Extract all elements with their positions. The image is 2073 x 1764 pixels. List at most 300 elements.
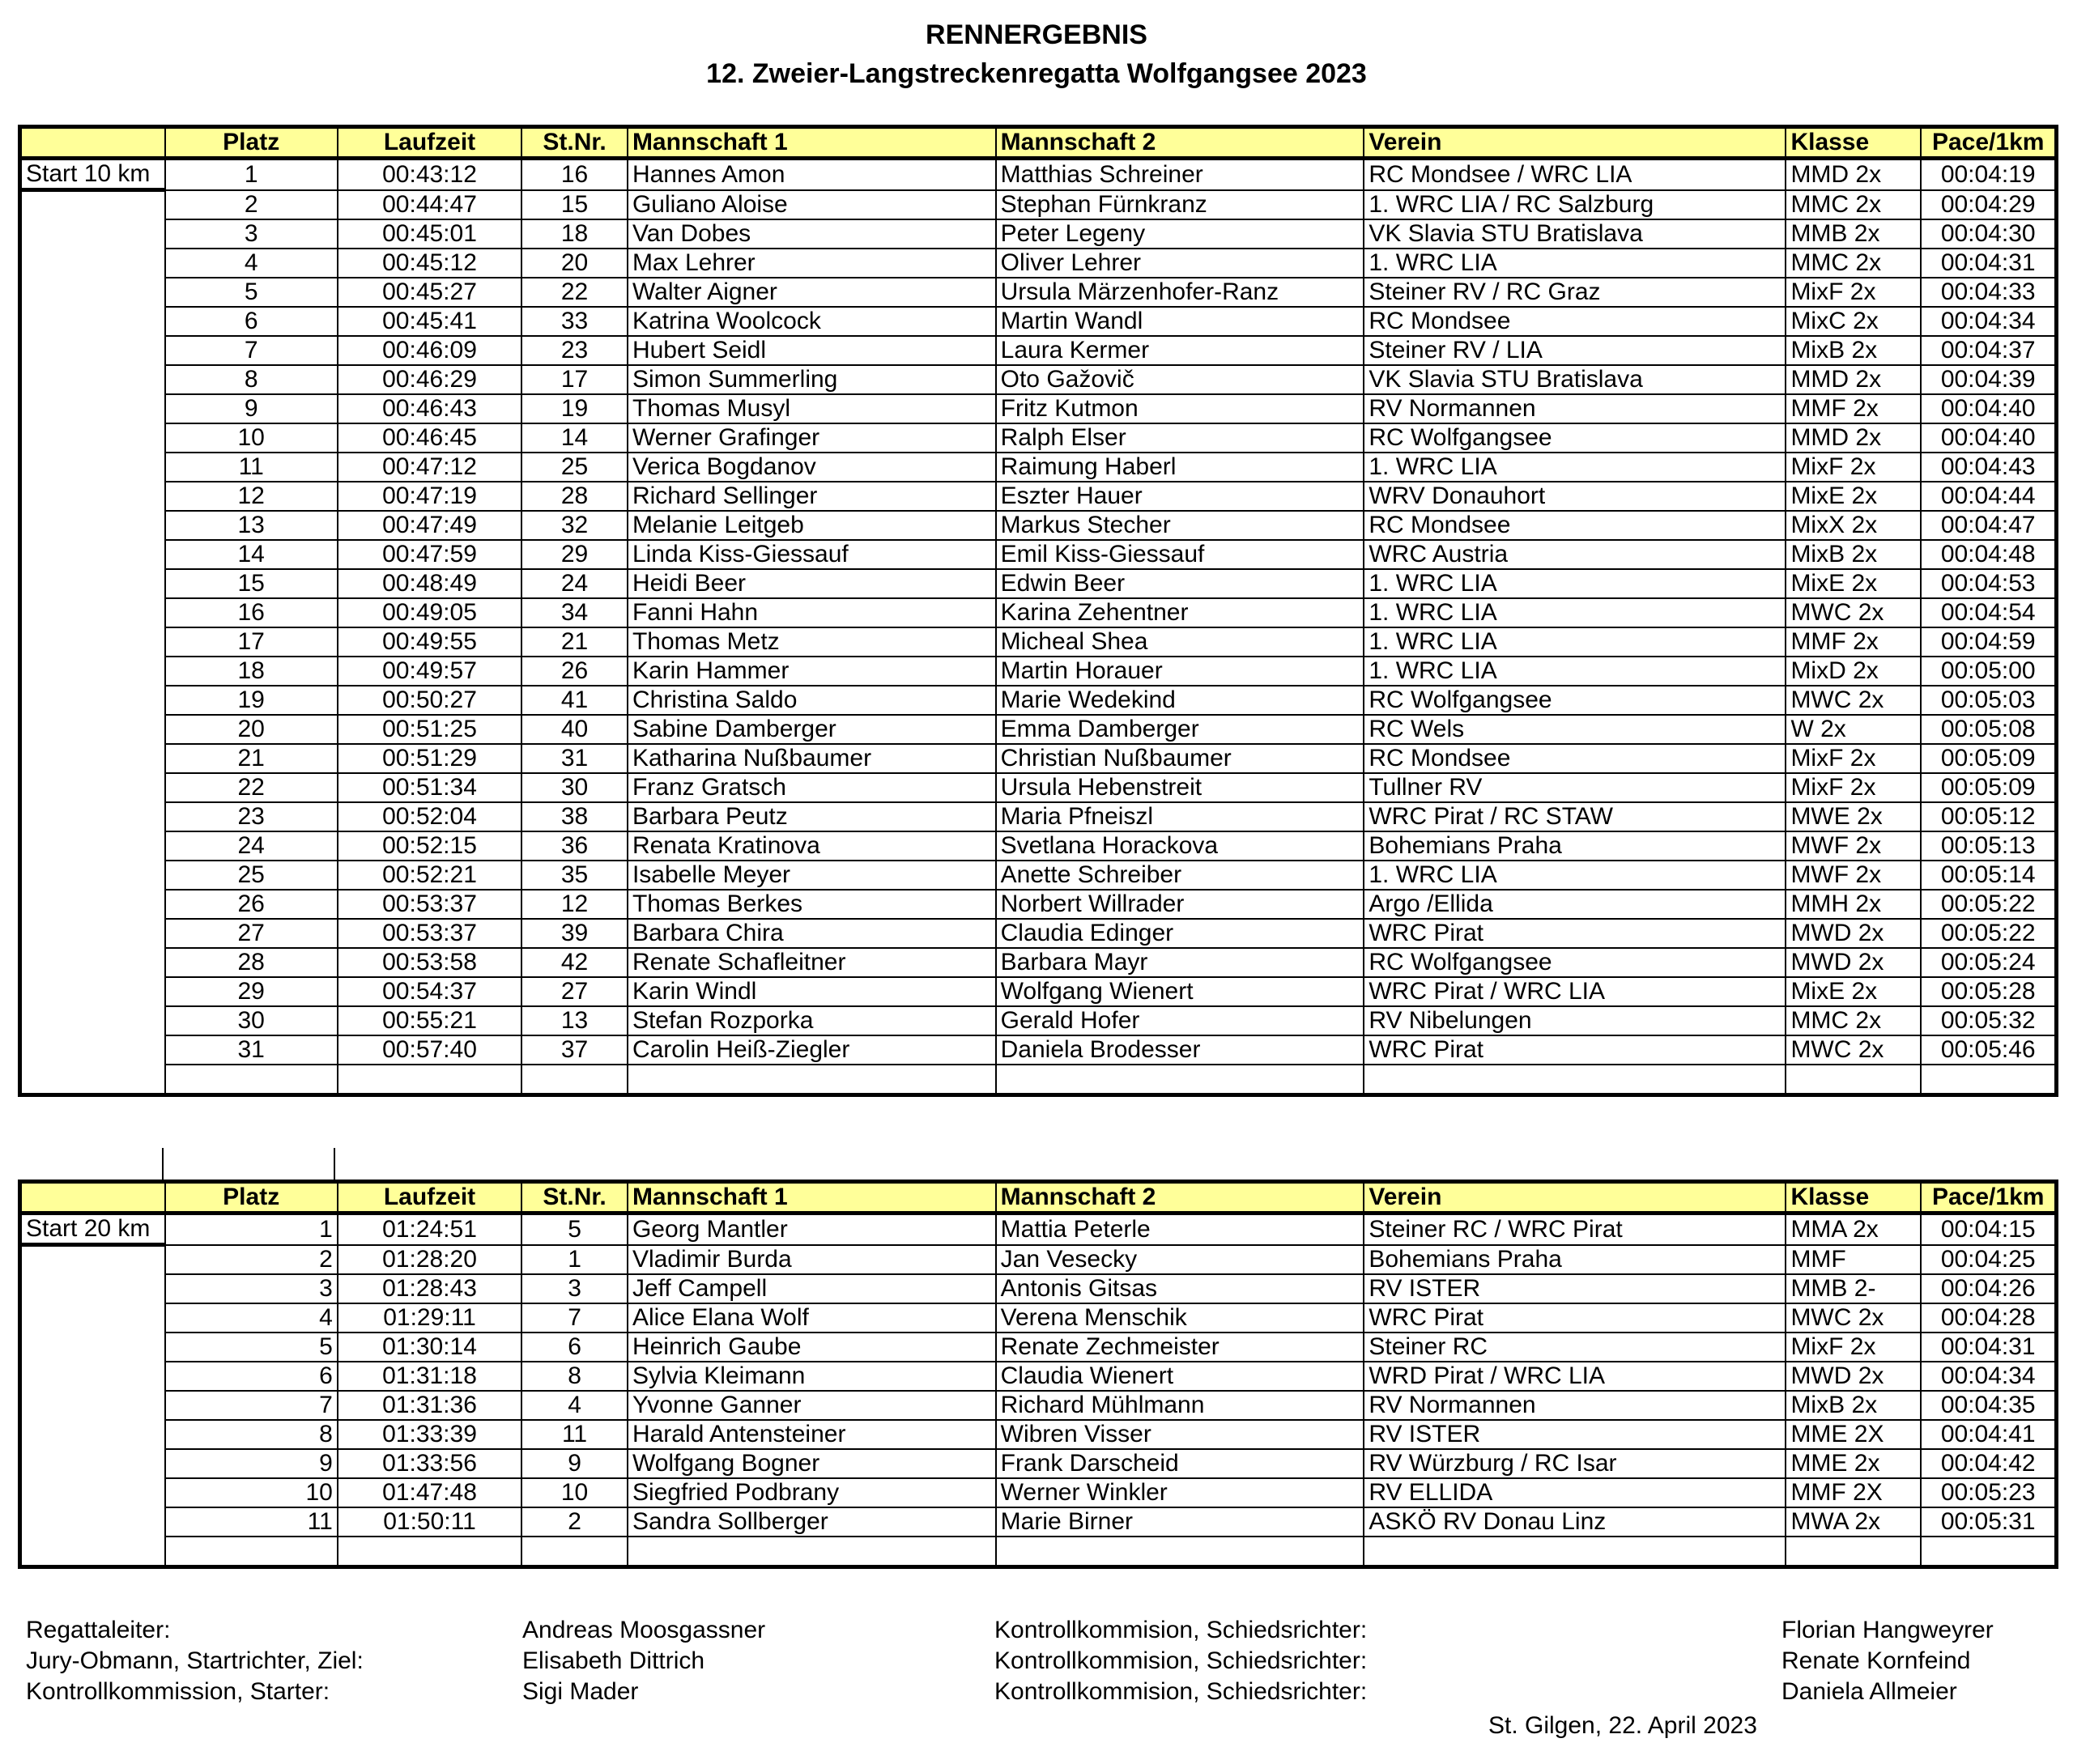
cell-crew-1: Richard Sellinger	[628, 482, 996, 511]
cell-start-number: 31	[521, 744, 628, 773]
column-header-crew-2: Mannschaft 2	[996, 127, 1364, 159]
cell-finish-time: 01:33:56	[338, 1449, 521, 1478]
table-row	[20, 569, 2057, 598]
cell-boat-class: MMF 2X	[1786, 1478, 1921, 1507]
official-name: Elisabeth Dittrich	[522, 1647, 705, 1674]
cell-boat-class: MWF 2x	[1786, 861, 1921, 890]
cell-boat-class: MWC 2x	[1786, 686, 1921, 715]
cell-place: 24	[165, 831, 338, 861]
cell-place: 11	[165, 1507, 338, 1537]
cell-pace: 00:04:31	[1921, 249, 2056, 278]
cell-crew-1: Guliano Aloise	[628, 190, 996, 220]
cell-boat-class: MMF 2x	[1786, 394, 1921, 423]
cell-finish-time: 00:52:15	[338, 831, 521, 861]
cell-club: Argo /Ellida	[1364, 890, 1786, 919]
cell-crew-1: Walter Aigner	[628, 278, 996, 307]
cell-crew-1: Franz Gratsch	[628, 773, 996, 802]
cell-start-number: 40	[521, 715, 628, 744]
cell-boat-class: MixE 2x	[1786, 977, 1921, 1006]
cell-place: 7	[165, 336, 338, 365]
table-row	[20, 219, 2057, 249]
column-header-crew-1: Mannschaft 1	[628, 127, 996, 159]
empty-cell	[996, 1065, 1364, 1095]
official-name: Andreas Moosgassner	[522, 1617, 766, 1643]
cell-start-number: 20	[521, 249, 628, 278]
start-column-empty	[20, 1391, 165, 1420]
cell-start-number: 28	[521, 482, 628, 511]
cell-place: 30	[165, 1006, 338, 1035]
cell-club: RV Normannen	[1364, 1391, 1786, 1420]
table-row	[20, 249, 2057, 278]
cell-club: WRC Pirat / WRC LIA	[1364, 977, 1786, 1006]
cell-finish-time: 00:45:27	[338, 278, 521, 307]
table-row	[20, 977, 2057, 1006]
table-row	[20, 890, 2057, 919]
cell-finish-time: 00:54:37	[338, 977, 521, 1006]
cell-crew-1: Vladimir Burda	[628, 1245, 996, 1275]
cell-finish-time: 01:30:14	[338, 1333, 521, 1362]
cell-crew-1: Stefan Rozporka	[628, 1006, 996, 1035]
column-header-crew-1: Mannschaft 1	[628, 1182, 996, 1214]
column-header-pace: Pace/1km	[1921, 1182, 2056, 1214]
empty-cell	[338, 1537, 521, 1567]
cell-boat-class: MixB 2x	[1786, 336, 1921, 365]
cell-pace: 00:05:24	[1921, 948, 2056, 977]
official-role: Kontrollkommision, Schiedsrichter:	[994, 1617, 1368, 1643]
cell-pace: 00:05:09	[1921, 773, 2056, 802]
cell-boat-class: MWD 2x	[1786, 948, 1921, 977]
cell-boat-class: MixF 2x	[1786, 773, 1921, 802]
cell-finish-time: 00:44:47	[338, 190, 521, 220]
start-column-empty	[20, 249, 165, 278]
cell-club: 1. WRC LIA	[1364, 627, 1786, 657]
cell-place: 6	[165, 307, 338, 336]
start-column-empty	[20, 977, 165, 1006]
cell-start-number: 35	[521, 861, 628, 890]
cell-crew-2: Martin Wandl	[996, 307, 1364, 336]
empty-row	[20, 1065, 2057, 1095]
table-gap	[162, 1148, 335, 1180]
start-label: Start 10 km	[20, 159, 165, 190]
cell-crew-2: Barbara Mayr	[996, 948, 1364, 977]
cell-start-number: 38	[521, 802, 628, 831]
cell-place: 20	[165, 715, 338, 744]
cell-pace: 00:04:15	[1921, 1214, 2056, 1245]
cell-crew-1: Fanni Hahn	[628, 598, 996, 627]
cell-finish-time: 00:49:55	[338, 627, 521, 657]
cell-crew-2: Micheal Shea	[996, 627, 1364, 657]
empty-cell	[1786, 1065, 1921, 1095]
cell-boat-class: MixF 2x	[1786, 1333, 1921, 1362]
cell-boat-class: MMD 2x	[1786, 423, 1921, 453]
cell-boat-class: MMC 2x	[1786, 249, 1921, 278]
cell-place: 17	[165, 627, 338, 657]
table-row	[20, 773, 2057, 802]
cell-pace: 00:04:59	[1921, 627, 2056, 657]
cell-finish-time: 00:53:37	[338, 890, 521, 919]
cell-boat-class: MixB 2x	[1786, 1391, 1921, 1420]
cell-finish-time: 01:33:39	[338, 1420, 521, 1449]
start-column-empty	[20, 686, 165, 715]
cell-crew-2: Richard Mühlmann	[996, 1391, 1364, 1420]
cell-crew-2: Marie Birner	[996, 1507, 1364, 1537]
cell-pace: 00:04:53	[1921, 569, 2056, 598]
cell-crew-2: Wibren Visser	[996, 1420, 1364, 1449]
cell-crew-2: Antonis Gitsas	[996, 1274, 1364, 1303]
table-row	[20, 540, 2057, 569]
cell-pace: 00:04:34	[1921, 1362, 2056, 1391]
cell-start-number: 21	[521, 627, 628, 657]
cell-start-number: 33	[521, 307, 628, 336]
cell-finish-time: 00:49:57	[338, 657, 521, 686]
start-column-empty	[20, 948, 165, 977]
empty-cell	[521, 1065, 628, 1095]
column-header-start-number: St.Nr.	[521, 127, 628, 159]
table-row	[20, 278, 2057, 307]
start-column-empty	[20, 453, 165, 482]
cell-place: 9	[165, 394, 338, 423]
cell-start-number: 14	[521, 423, 628, 453]
header-empty	[20, 127, 165, 159]
column-header-crew-2: Mannschaft 2	[996, 1182, 1364, 1214]
cell-finish-time: 01:29:11	[338, 1303, 521, 1333]
officials-right-roles	[994, 1615, 1367, 1707]
table-row	[20, 598, 2057, 627]
cell-finish-time: 01:28:43	[338, 1274, 521, 1303]
column-header-club: Verein	[1364, 1182, 1786, 1214]
cell-crew-1: Jeff Campell	[628, 1274, 996, 1303]
cell-finish-time: 00:53:58	[338, 948, 521, 977]
cell-start-number: 17	[521, 365, 628, 394]
cell-place: 27	[165, 919, 338, 948]
cell-club: RC Wels	[1364, 715, 1786, 744]
cell-pace: 00:05:22	[1921, 890, 2056, 919]
cell-finish-time: 00:48:49	[338, 569, 521, 598]
cell-pace: 00:04:42	[1921, 1449, 2056, 1478]
cell-pace: 00:05:32	[1921, 1006, 2056, 1035]
cell-finish-time: 00:43:12	[338, 159, 521, 190]
start-column-empty	[20, 423, 165, 453]
table-row	[20, 715, 2057, 744]
empty-row	[20, 1537, 2057, 1567]
cell-crew-1: Renate Schafleitner	[628, 948, 996, 977]
empty-cell	[1364, 1537, 1786, 1567]
cell-pace: 00:05:03	[1921, 686, 2056, 715]
cell-boat-class: MixF 2x	[1786, 278, 1921, 307]
table-row	[20, 1006, 2057, 1035]
cell-finish-time: 00:45:12	[338, 249, 521, 278]
cell-club: VK Slavia STU Bratislava	[1364, 219, 1786, 249]
cell-crew-2: Ralph Elser	[996, 423, 1364, 453]
cell-start-number: 30	[521, 773, 628, 802]
cell-place: 12	[165, 482, 338, 511]
cell-place: 11	[165, 453, 338, 482]
cell-place: 4	[165, 249, 338, 278]
cell-crew-1: Linda Kiss-Giessauf	[628, 540, 996, 569]
cell-club: 1. WRC LIA	[1364, 249, 1786, 278]
cell-pace: 00:04:40	[1921, 423, 2056, 453]
empty-cell	[628, 1065, 996, 1095]
cell-pace: 00:05:28	[1921, 977, 2056, 1006]
start-column-empty	[20, 569, 165, 598]
cell-crew-1: Thomas Metz	[628, 627, 996, 657]
cell-club: RC Mondsee	[1364, 744, 1786, 773]
officials-left-roles	[26, 1615, 364, 1707]
cell-crew-1: Max Lehrer	[628, 249, 996, 278]
cell-crew-2: Verena Menschik	[996, 1303, 1364, 1333]
column-header-start-number: St.Nr.	[521, 1182, 628, 1214]
cell-finish-time: 00:55:21	[338, 1006, 521, 1035]
cell-crew-2: Claudia Edinger	[996, 919, 1364, 948]
cell-finish-time: 00:45:41	[338, 307, 521, 336]
empty-cell	[1364, 1065, 1786, 1095]
cell-club: Steiner RV / RC Graz	[1364, 278, 1786, 307]
cell-crew-2: Ursula Märzenhofer-Ranz	[996, 278, 1364, 307]
cell-start-number: 18	[521, 219, 628, 249]
table-row	[20, 1391, 2057, 1420]
cell-crew-1: Barbara Chira	[628, 919, 996, 948]
cell-crew-1: Thomas Berkes	[628, 890, 996, 919]
cell-finish-time: 00:46:29	[338, 365, 521, 394]
cell-boat-class: MMD 2x	[1786, 159, 1921, 190]
table-row	[20, 1478, 2057, 1507]
cell-club: RV ISTER	[1364, 1274, 1786, 1303]
column-header-club: Verein	[1364, 127, 1786, 159]
cell-crew-1: Werner Grafinger	[628, 423, 996, 453]
cell-start-number: 12	[521, 890, 628, 919]
table-row	[20, 453, 2057, 482]
cell-place: 1	[165, 1214, 338, 1245]
cell-crew-2: Mattia Peterle	[996, 1214, 1364, 1245]
cell-place: 18	[165, 657, 338, 686]
start-column-empty	[20, 861, 165, 890]
cell-finish-time: 00:45:01	[338, 219, 521, 249]
cell-club: RV ISTER	[1364, 1420, 1786, 1449]
cell-finish-time: 00:47:19	[338, 482, 521, 511]
cell-place: 4	[165, 1303, 338, 1333]
cell-crew-1: Barbara Peutz	[628, 802, 996, 831]
cell-crew-2: Norbert Willrader	[996, 890, 1364, 919]
cell-pace: 00:05:46	[1921, 1035, 2056, 1065]
cell-boat-class: MME 2x	[1786, 1449, 1921, 1478]
cell-crew-1: Sabine Damberger	[628, 715, 996, 744]
cell-pace: 00:04:37	[1921, 336, 2056, 365]
results-table-10km	[18, 125, 2058, 1097]
cell-club: 1. WRC LIA	[1364, 861, 1786, 890]
cell-crew-2: Claudia Wienert	[996, 1362, 1364, 1391]
start-column-empty	[20, 511, 165, 540]
cell-boat-class: MMH 2x	[1786, 890, 1921, 919]
table-row	[20, 423, 2057, 453]
column-header-boat-class: Klasse	[1786, 127, 1921, 159]
cell-crew-2: Stephan Fürnkranz	[996, 190, 1364, 220]
start-column-empty	[20, 482, 165, 511]
cell-place: 10	[165, 1478, 338, 1507]
cell-club: 1. WRC LIA / RC Salzburg	[1364, 190, 1786, 220]
cell-finish-time: 01:24:51	[338, 1214, 521, 1245]
table-row	[20, 159, 2057, 190]
cell-boat-class: MixE 2x	[1786, 569, 1921, 598]
cell-crew-1: Isabelle Meyer	[628, 861, 996, 890]
cell-finish-time: 00:53:37	[338, 919, 521, 948]
cell-club: RC Mondsee	[1364, 511, 1786, 540]
official-name: Daniela Allmeier	[1781, 1678, 1957, 1705]
start-column-empty	[20, 365, 165, 394]
cell-boat-class: MMB 2-	[1786, 1274, 1921, 1303]
empty-cell	[521, 1537, 628, 1567]
cell-place: 3	[165, 1274, 338, 1303]
cell-club: Steiner RV / LIA	[1364, 336, 1786, 365]
cell-finish-time: 01:50:11	[338, 1507, 521, 1537]
cell-pace: 00:05:09	[1921, 744, 2056, 773]
cell-pace: 00:04:54	[1921, 598, 2056, 627]
cell-crew-2: Fritz Kutmon	[996, 394, 1364, 423]
cell-club: RC Wolfgangsee	[1364, 686, 1786, 715]
cell-club: RC Wolfgangsee	[1364, 948, 1786, 977]
cell-start-number: 16	[521, 159, 628, 190]
cell-place: 14	[165, 540, 338, 569]
cell-club: WRV Donauhort	[1364, 482, 1786, 511]
cell-club: Tullner RV	[1364, 773, 1786, 802]
table-row	[20, 190, 2057, 220]
start-label: Start 20 km	[20, 1214, 165, 1245]
cell-club: WRC Austria	[1364, 540, 1786, 569]
cell-start-number: 23	[521, 336, 628, 365]
start-column-empty	[20, 190, 165, 220]
cell-place: 26	[165, 890, 338, 919]
officials-left-names	[522, 1615, 765, 1707]
start-column-empty	[20, 1507, 165, 1537]
cell-finish-time: 01:31:18	[338, 1362, 521, 1391]
cell-pace: 00:04:28	[1921, 1303, 2056, 1333]
cell-pace: 00:04:35	[1921, 1391, 2056, 1420]
cell-club: RV Würzburg / RC Isar	[1364, 1449, 1786, 1478]
table-row	[20, 1214, 2057, 1245]
column-header-finish-time: Laufzeit	[338, 1182, 521, 1214]
cell-club: RC Mondsee / WRC LIA	[1364, 159, 1786, 190]
cell-finish-time: 00:51:29	[338, 744, 521, 773]
cell-boat-class: MixF 2x	[1786, 453, 1921, 482]
cell-start-number: 24	[521, 569, 628, 598]
official-name: Sigi Mader	[522, 1678, 639, 1705]
cell-finish-time: 00:47:12	[338, 453, 521, 482]
cell-start-number: 10	[521, 1478, 628, 1507]
start-column-empty	[20, 219, 165, 249]
cell-boat-class: W 2x	[1786, 715, 1921, 744]
column-header-boat-class: Klasse	[1786, 1182, 1921, 1214]
cell-pace: 00:04:33	[1921, 278, 2056, 307]
cell-crew-2: Matthias Schreiner	[996, 159, 1364, 190]
start-column-empty	[20, 657, 165, 686]
cell-crew-2: Svetlana Horackova	[996, 831, 1364, 861]
cell-crew-1: Melanie Leitgeb	[628, 511, 996, 540]
table-row	[20, 627, 2057, 657]
empty-cell	[1921, 1065, 2056, 1095]
start-column-empty	[20, 773, 165, 802]
cell-finish-time: 00:46:43	[338, 394, 521, 423]
start-column-empty	[20, 831, 165, 861]
table-row	[20, 336, 2057, 365]
cell-club: RC Mondsee	[1364, 307, 1786, 336]
cell-boat-class: MWD 2x	[1786, 919, 1921, 948]
column-header-place: Platz	[165, 1182, 338, 1214]
official-role: Kontrollkommision, Schiedsrichter:	[994, 1678, 1368, 1705]
cell-boat-class: MMD 2x	[1786, 365, 1921, 394]
cell-start-number: 15	[521, 190, 628, 220]
column-header-finish-time: Laufzeit	[338, 127, 521, 159]
start-column-empty	[20, 540, 165, 569]
cell-boat-class: MMB 2x	[1786, 219, 1921, 249]
cell-start-number: 7	[521, 1303, 628, 1333]
start-column-empty	[20, 1035, 165, 1065]
cell-crew-2: Christian Nußbaumer	[996, 744, 1364, 773]
start-column-empty	[20, 890, 165, 919]
cell-pace: 00:05:13	[1921, 831, 2056, 861]
table-row	[20, 1362, 2057, 1391]
cell-crew-1: Karin Hammer	[628, 657, 996, 686]
cell-finish-time: 00:52:04	[338, 802, 521, 831]
cell-pace: 00:04:30	[1921, 219, 2056, 249]
cell-place: 22	[165, 773, 338, 802]
start-column-empty	[20, 919, 165, 948]
page-subtitle: 12. Zweier-Langstreckenregatta Wolfgangsee 2023	[706, 58, 1367, 89]
cell-crew-2: Oliver Lehrer	[996, 249, 1364, 278]
cell-start-number: 25	[521, 453, 628, 482]
cell-place: 28	[165, 948, 338, 977]
cell-pace: 00:05:12	[1921, 802, 2056, 831]
cell-crew-2: Oto Gažovič	[996, 365, 1364, 394]
cell-pace: 00:05:08	[1921, 715, 2056, 744]
start-column-empty	[20, 1449, 165, 1478]
official-name: Florian Hangweyrer	[1781, 1617, 1994, 1643]
cell-finish-time: 00:50:27	[338, 686, 521, 715]
table-row	[20, 1333, 2057, 1362]
empty-cell	[20, 1537, 165, 1567]
start-column-empty	[20, 744, 165, 773]
cell-finish-time: 01:28:20	[338, 1245, 521, 1275]
cell-club: 1. WRC LIA	[1364, 453, 1786, 482]
empty-cell	[1921, 1537, 2056, 1567]
cell-boat-class: MixE 2x	[1786, 482, 1921, 511]
cell-crew-1: Renata Kratinova	[628, 831, 996, 861]
cell-finish-time: 01:47:48	[338, 1478, 521, 1507]
cell-crew-1: Van Dobes	[628, 219, 996, 249]
cell-pace: 00:04:31	[1921, 1333, 2056, 1362]
cell-club: VK Slavia STU Bratislava	[1364, 365, 1786, 394]
table-row	[20, 1507, 2057, 1537]
cell-pace: 00:04:43	[1921, 453, 2056, 482]
table-row	[20, 394, 2057, 423]
column-header-place: Platz	[165, 127, 338, 159]
cell-start-number: 4	[521, 1391, 628, 1420]
cell-crew-2: Raimung Haberl	[996, 453, 1364, 482]
cell-boat-class: MWF 2x	[1786, 831, 1921, 861]
cell-crew-1: Wolfgang Bogner	[628, 1449, 996, 1478]
cell-crew-1: Sylvia Kleimann	[628, 1362, 996, 1391]
cell-crew-1: Yvonne Ganner	[628, 1391, 996, 1420]
cell-place: 6	[165, 1362, 338, 1391]
cell-start-number: 22	[521, 278, 628, 307]
start-column-empty	[20, 1333, 165, 1362]
empty-cell	[165, 1065, 338, 1095]
cell-start-number: 9	[521, 1449, 628, 1478]
cell-club: RC Wolfgangsee	[1364, 423, 1786, 453]
cell-boat-class: MWD 2x	[1786, 1362, 1921, 1391]
cell-crew-2: Peter Legeny	[996, 219, 1364, 249]
start-column-empty	[20, 802, 165, 831]
cell-place: 9	[165, 1449, 338, 1478]
official-name: Renate Kornfeind	[1781, 1647, 1971, 1674]
